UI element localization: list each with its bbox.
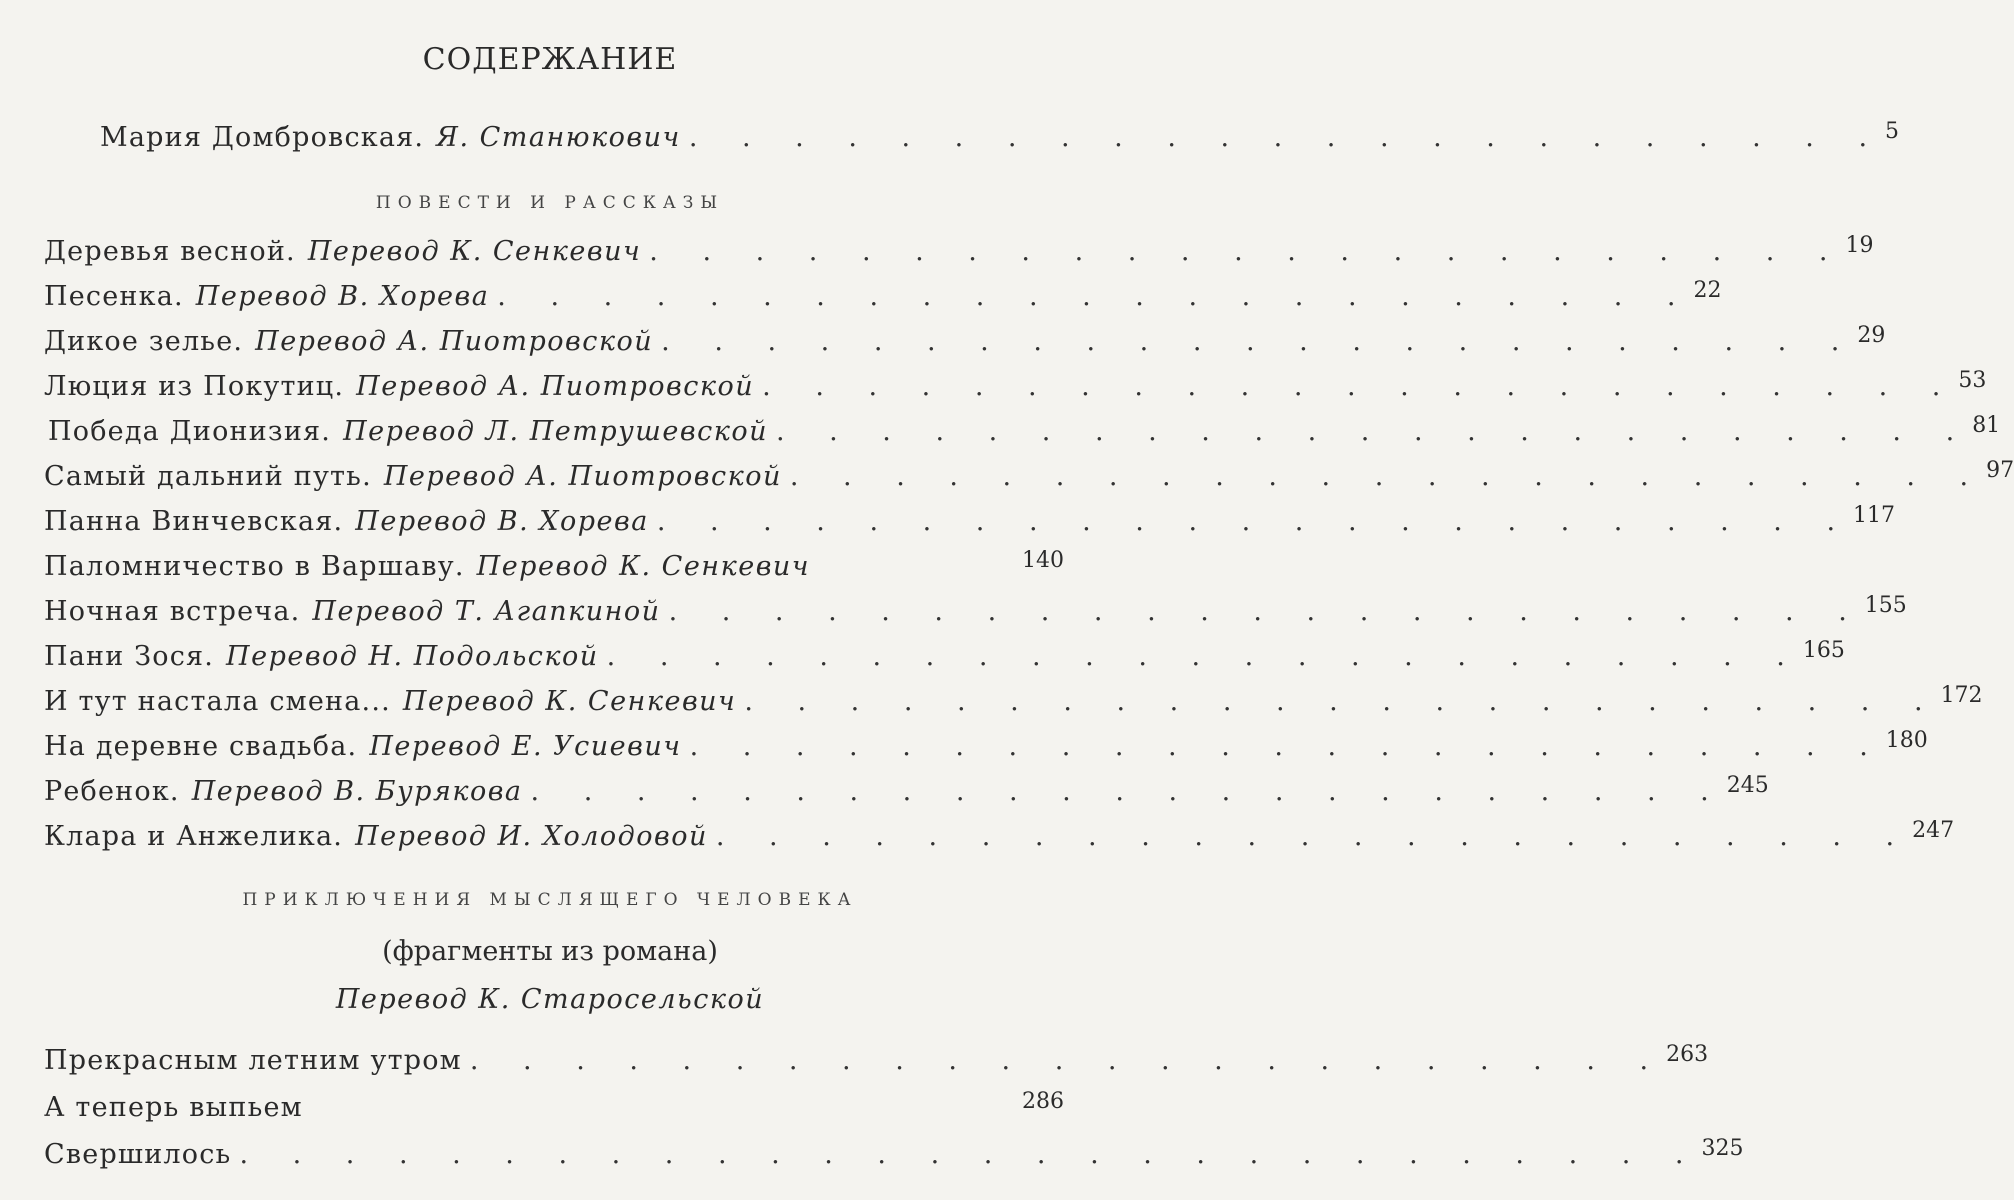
entry-translator: Перевод Е. Усиевич — [369, 731, 682, 762]
entry-title: Паломничество в Варшаву. — [44, 551, 465, 582]
dot-leader: . . . . . . . . . . . . . . . . . . . . . . . — [775, 416, 1973, 447]
toc-entry[interactable] — [44, 638, 1845, 681]
entry-page-number: 5 — [1885, 119, 1900, 144]
section-translator: Перевод К. Старосельской — [335, 984, 765, 1015]
entry-author: Я. Станюкович — [436, 122, 681, 153]
entry-translator: Перевод В. Хорева — [195, 281, 490, 312]
entry-translator: Перевод В. Бурякова — [191, 776, 523, 807]
entry-page-number: 81 — [1972, 413, 2001, 438]
entry-title: Пани Зося. — [44, 641, 215, 672]
dot-leader: . . . . . . . . . . . . . . . . . . . . . . . — [649, 236, 1846, 267]
toc-entry[interactable] — [44, 503, 1896, 546]
entry-translator: Перевод А. Пиотровской — [356, 371, 755, 402]
entry-page-number: 53 — [1958, 368, 1987, 393]
dot-leader: . . . . . . . . . . . . . . . . . . . . . . . — [715, 821, 1913, 852]
entry-translator: Перевод Л. Петрушевской — [343, 416, 768, 447]
entry-translator: Перевод В. Хорева — [355, 506, 649, 537]
toc-entry[interactable] — [44, 728, 1928, 771]
entry-page-number: 22 — [1693, 278, 1722, 303]
dot-leader: . . . . . . . . . . . . . . . . . . . . . . . — [606, 641, 1803, 672]
toc-entry[interactable] — [44, 818, 1955, 861]
entry-translator: Перевод А. Пиотровской — [255, 326, 654, 357]
entry-translator: Перевод К. Сенкевич — [476, 551, 811, 582]
entry-title: А теперь выпьем — [44, 1092, 303, 1123]
section-heading: ПОВЕСТИ И РАССКАЗЫ — [375, 193, 725, 213]
toc-entry[interactable] — [44, 1042, 1709, 1085]
entry-title: Мария Домбровская. — [100, 122, 425, 153]
entry-title: Победа Дионизия. — [48, 416, 332, 447]
toc-entry[interactable] — [44, 458, 2014, 501]
dot-leader: . . . . . . . . . . . . . . . . . . . . . . . — [497, 281, 1694, 312]
dot-leader: . . . . . . . . . . . . . . . . . . . . . . . — [661, 326, 1858, 357]
toc-entry[interactable] — [44, 1089, 1064, 1132]
entry-title: Самый дальний путь. — [44, 461, 372, 492]
toc-entry[interactable] — [44, 593, 1907, 636]
entry-page-number: 117 — [1853, 503, 1896, 528]
dot-leader: . . . . . . . . . . . . . . . . . . . . . . . — [656, 506, 1854, 537]
entry-title: Песенка. — [44, 281, 184, 312]
section-heading: ПРИКЛЮЧЕНИЯ МЫСЛЯЩЕГО ЧЕЛОВЕКА — [242, 890, 858, 910]
entry-title: Клара и Анжелика. — [44, 821, 344, 852]
entry-translator: Перевод И. Холодовой — [355, 821, 708, 852]
toc-entry[interactable] — [44, 1136, 1744, 1179]
entry-title: Панна Винчевская. — [44, 506, 344, 537]
entry-translator: Перевод К. Сенкевич — [307, 236, 642, 267]
dot-leader: . . . . . . . . . . . . . . . . . . . . . . . — [668, 596, 1865, 627]
entry-translator: Перевод А. Пиотровской — [383, 461, 782, 492]
entry-title: Люция из Покутиц. — [44, 371, 345, 402]
dot-leader: . . . . . . . . . . . . . . . . . . . . . . . — [762, 371, 1959, 402]
toc-entry[interactable] — [44, 233, 1874, 276]
entry-page-number: 286 — [1022, 1089, 1064, 1114]
page-title: СОДЕРЖАНИЕ — [422, 42, 678, 77]
entry-page-number: 165 — [1802, 638, 1845, 663]
entry-page-number: 180 — [1885, 728, 1928, 753]
toc-entry[interactable] — [44, 548, 1064, 591]
entry-title: И тут настала смена... — [44, 686, 391, 717]
toc-entry[interactable] — [44, 368, 1987, 411]
entry-translator: Перевод Н. Подольской — [226, 641, 599, 672]
dot-leader: . . . . . . . . . . . . . . . . . . . . . . . — [744, 686, 1941, 717]
entry-page-number: 19 — [1845, 233, 1874, 258]
entry-page-number: 29 — [1857, 323, 1886, 348]
entry-title: Прекрасным летним утром — [44, 1045, 462, 1076]
toc-entry[interactable] — [44, 278, 1722, 321]
toc-entry[interactable] — [44, 683, 1983, 726]
entry-title: Ночная встреча. — [44, 596, 301, 627]
dot-leader: . . . . . . . . . . . . . . . . . . . . . . . — [688, 122, 1886, 153]
dot-leader: . . . . . . . . . . . . . . . . . . . . . . . — [469, 1045, 1667, 1076]
entry-page-number: 140 — [1022, 548, 1064, 573]
dot-leader: . . . . . . . . . . . . . . . . . . . . . . . — [789, 461, 1987, 492]
entry-page-number: 247 — [1912, 818, 1955, 843]
entry-page-number: 263 — [1666, 1042, 1709, 1067]
dot-leader: . . . . . . . . . . . . . . . . . . . . . . . . . . . . — [239, 1139, 1702, 1170]
entry-page-number: 245 — [1726, 773, 1769, 798]
entry-page-number: 172 — [1940, 683, 1983, 708]
entry-title: На деревне свадьба. — [44, 731, 358, 762]
toc-entry[interactable] — [48, 413, 2001, 456]
toc-entry-intro[interactable] — [100, 119, 1900, 162]
entry-title: Свершилось — [44, 1139, 232, 1170]
entry-page-number: 97 — [1986, 458, 2014, 483]
section-subheading: (фрагменты из романа) — [382, 936, 718, 967]
entry-title: Ребенок. — [44, 776, 180, 807]
toc-entry[interactable] — [44, 323, 1886, 366]
dot-leader: . . . . . . . . . . . . . . . . . . . . . . . — [530, 776, 1727, 807]
toc-entry[interactable] — [44, 773, 1769, 816]
dot-leader: . . . . . . . . . . . . . . . . . . . . . . . — [689, 731, 1886, 762]
entry-title: Деревья весной. — [44, 236, 296, 267]
entry-translator: Перевод К. Сенкевич — [402, 686, 737, 717]
entry-page-number: 155 — [1864, 593, 1907, 618]
entry-translator: Перевод Т. Агапкиной — [312, 596, 661, 627]
entry-title: Дикое зелье. — [44, 326, 244, 357]
entry-page-number: 325 — [1701, 1136, 1744, 1161]
